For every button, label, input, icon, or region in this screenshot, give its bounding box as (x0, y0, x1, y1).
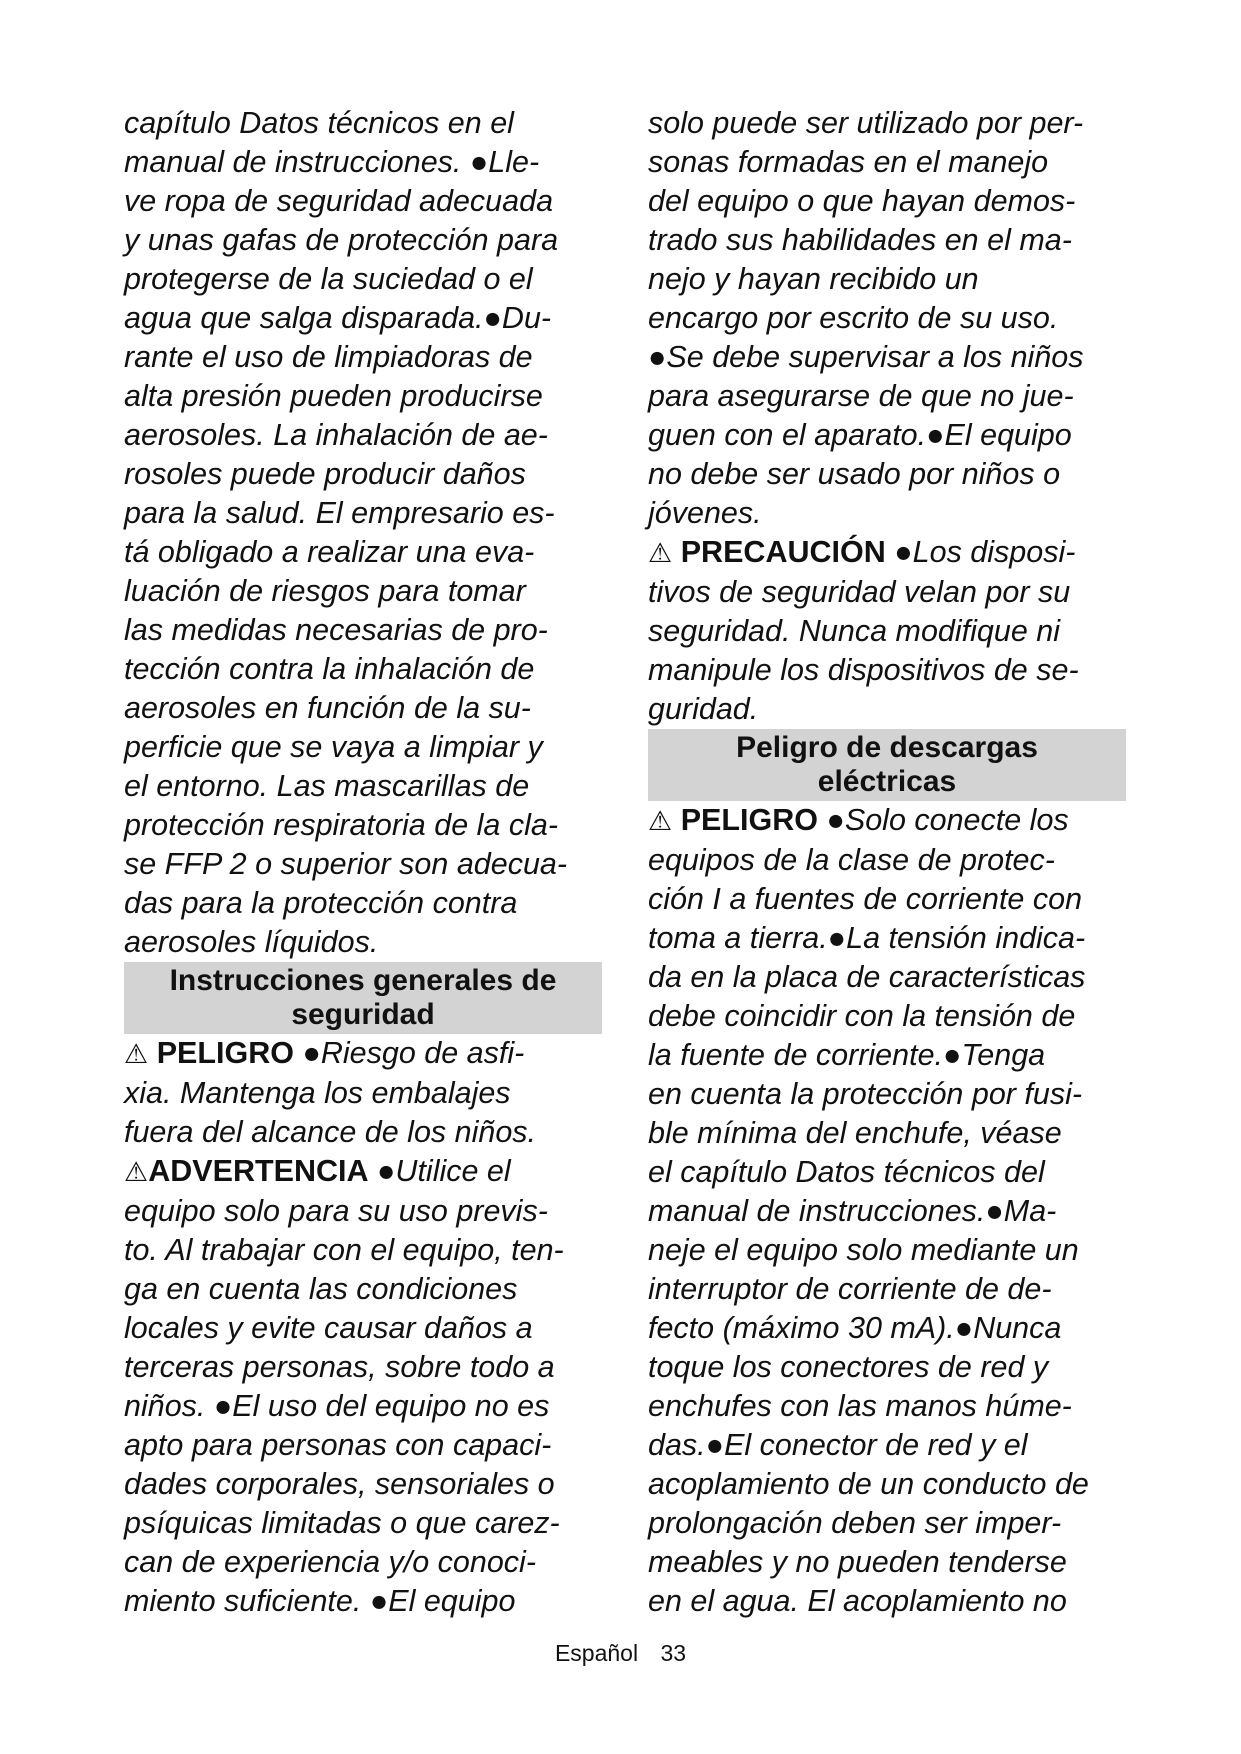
text-line: tección contra la inhalación de (124, 652, 535, 686)
text-line: dades corporales, sensoriales o (124, 1467, 555, 1501)
text-line: luación de riesgos para tomar (124, 574, 526, 608)
text-line: das.●El conector de red y el (648, 1428, 1028, 1462)
text-line: en cuenta la protección por fusi- (648, 1077, 1083, 1111)
text-line: perficie que se vaya a limpiar y (124, 730, 543, 764)
text-line: miento suficiente. ●El equipo (124, 1584, 516, 1618)
text-line: en el agua. El acoplamiento no (648, 1584, 1067, 1618)
right-paragraph-1 (648, 104, 1126, 533)
text-line: rante el uso de limpiadoras de (124, 340, 533, 374)
left-column (124, 104, 602, 1621)
text-line: tá obligado a realizar una eva- (124, 535, 535, 569)
left-paragraph-1 (124, 104, 602, 962)
text-line: sonas formadas en el manejo (648, 145, 1049, 179)
text-line: ble mínima del enchufe, véase (648, 1116, 1062, 1150)
text-line: capítulo Datos técnicos en el (124, 106, 514, 140)
text-line: nejo y hayan recibido un (648, 262, 979, 296)
text-line: xia. Mantenga los embalajes (124, 1076, 511, 1110)
text-line: protección respiratoria de la cla- (124, 808, 558, 842)
text-line: enchufes con las manos húme- (648, 1389, 1072, 1423)
right-peligro-block: ⚠ PELIGRO ●Solo conecte los equipos de la clase de protec- ción I a fuentes de corriente con toma a tierra.●La tensión indica- da en la placa de características debe coincidir con la tensión de la fuente de corriente.●Tenga en cuenta la protección por fusi- ble mínima del enchufe, véase el capítulo Datos técnicos del manual de instrucciones.●Ma- neje el equipo solo mediante un interruptor de corriente de de- fecto (máximo 30 mA).●Nunca toque los conectores de red y enchufes con las manos húme- das.●El conector de red y el acoplamiento de un conducto de prolongación deben ser imper- meables y no pueden tenderse en el agua. El acoplamiento no (648, 801, 1126, 1621)
text-line: para la salud. El empresario es- (124, 496, 555, 530)
text-line: no debe ser usado por niños o (648, 457, 1061, 491)
text-line: para asegurarse de que no jue- (648, 379, 1074, 413)
text-line: apto para personas con capaci- (124, 1428, 552, 1462)
peligro-label: PELIGRO (156, 1036, 294, 1070)
text-line: aerosoles. La inhalación de ae- (124, 418, 548, 452)
text-line: protegerse de la suciedad o el (124, 262, 533, 296)
text-line: da en la placa de características (648, 960, 1086, 994)
text-line: tivos de seguridad velan por su (648, 575, 1071, 609)
text-line: ción I a fuentes de corriente con (648, 882, 1083, 916)
advertencia-label: ADVERTENCIA (148, 1154, 369, 1188)
text-line: toma a tierra.●La tensión indica- (648, 921, 1086, 955)
footer-language: Español (554, 1640, 639, 1666)
left-advertencia-block: ⚠ADVERTENCIA ●Utilice el equipo solo para su uso previs- to. Al trabajar con el equipo, ten- ga en cuenta las condiciones locales y evite causar daños a terceras personas, sobre todo a niños. ●El uso del equipo no es apto para personas con capaci- dades corporales, sensoriales o psíquicas limitadas o que carez- can de experiencia y/o conoci- miento suficiente. ●El equipo (124, 1152, 602, 1621)
text-line: el entorno. Las mascarillas de (124, 769, 530, 803)
text-line: fecto (máximo 30 mA).●Nunca (648, 1311, 1062, 1345)
right-precaucion-block: ⚠ PRECAUCIÓN ●Los disposi- tivos de seguridad velan por su seguridad. Nunca modifique ni manipule los dispositivos de se- guridad. (648, 533, 1126, 729)
text-line: prolongación deben ser imper- (648, 1506, 1062, 1540)
text-line: solo puede ser utilizado por per- (648, 106, 1084, 140)
text-line: manipule los dispositivos de se- (648, 653, 1079, 687)
precaucion-label: PRECAUCIÓN (680, 535, 886, 569)
text-line: interruptor de corriente de de- (648, 1272, 1052, 1306)
text-line: el capítulo Datos técnicos del (648, 1155, 1045, 1189)
text-line: agua que salga disparada.●Du- (124, 301, 552, 335)
text-line: equipos de la clase de protec- (648, 843, 1055, 877)
text-line: to. Al trabajar con el equipo, ten- (124, 1233, 564, 1267)
text-line: psíquicas limitadas o que carez- (124, 1506, 560, 1540)
text-line: neje el equipo solo mediante un (648, 1233, 1079, 1267)
text-line: guridad. (648, 692, 759, 726)
warning-triangle-icon: ⚠ (124, 1039, 149, 1069)
text-line: seguridad. Nunca modifique ni (648, 614, 1061, 648)
text-line: rosoles puede producir daños (124, 457, 526, 491)
right-column (648, 104, 1126, 1621)
text-line: terceras personas, sobre todo a (124, 1350, 555, 1384)
text-line: aerosoles en función de la su- (124, 691, 531, 725)
text-line: y unas gafas de protección para (124, 223, 559, 257)
text-line: la fuente de corriente.●Tenga (648, 1038, 1046, 1072)
text-line: fuera del alcance de los niños. (124, 1115, 537, 1149)
warning-triangle-icon: ⚠ (648, 806, 673, 836)
text-line: can de experiencia y/o conoci- (124, 1545, 536, 1579)
left-peligro-block: ⚠ PELIGRO ●Riesgo de asfi- xia. Mantenga los embalajes fuera del alcance de los niños. (124, 1034, 602, 1152)
section-heading-general-safety: Instrucciones generales de seguridad (124, 962, 602, 1034)
text-line: encargo por escrito de su uso. (648, 301, 1059, 335)
text-line: guen con el aparato.●El equipo (648, 418, 1072, 452)
text-line: meables y no pueden tenderse (648, 1545, 1067, 1579)
text-line: toque los conectores de red y (648, 1350, 1049, 1384)
section-heading-electric-shock: Peligro de descargas eléctricas (648, 729, 1126, 801)
text-line: equipo solo para su uso previs- (124, 1194, 548, 1228)
page-footer (0, 1640, 1241, 1667)
text-line: acoplamiento de un conducto de (648, 1467, 1089, 1501)
text-line: se FFP 2 o superior son adecua- (124, 847, 568, 881)
text-line: niños. ●El uso del equipo no es (124, 1389, 550, 1423)
peligro-label: PELIGRO (680, 803, 818, 837)
text-line: manual de instrucciones.●Ma- (648, 1194, 1057, 1228)
text-line: las medidas necesarias de pro- (124, 613, 548, 647)
text-line: aerosoles líquidos. (124, 925, 379, 959)
text-line: jóvenes. (648, 496, 762, 530)
text-line: ve ropa de seguridad adecuada (124, 184, 554, 218)
warning-triangle-icon: ⚠ (124, 1157, 149, 1187)
text-line: del equipo o que hayan demos- (648, 184, 1076, 218)
text-line: debe coincidir con la tensión de (648, 999, 1076, 1033)
page-number: 33 (660, 1640, 687, 1666)
warning-triangle-icon: ⚠ (648, 538, 673, 568)
text-line: das para la protección contra (124, 886, 518, 920)
text-line: trado sus habilidades en el ma- (648, 223, 1072, 257)
text-line: locales y evite causar daños a (124, 1311, 533, 1345)
text-line: manual de instrucciones. ●Lle- (124, 145, 540, 179)
text-line: ga en cuenta las condiciones (124, 1272, 518, 1306)
text-line: alta presión pueden producirse (124, 379, 543, 413)
text-line: ●Se debe supervisar a los niños (648, 340, 1084, 374)
